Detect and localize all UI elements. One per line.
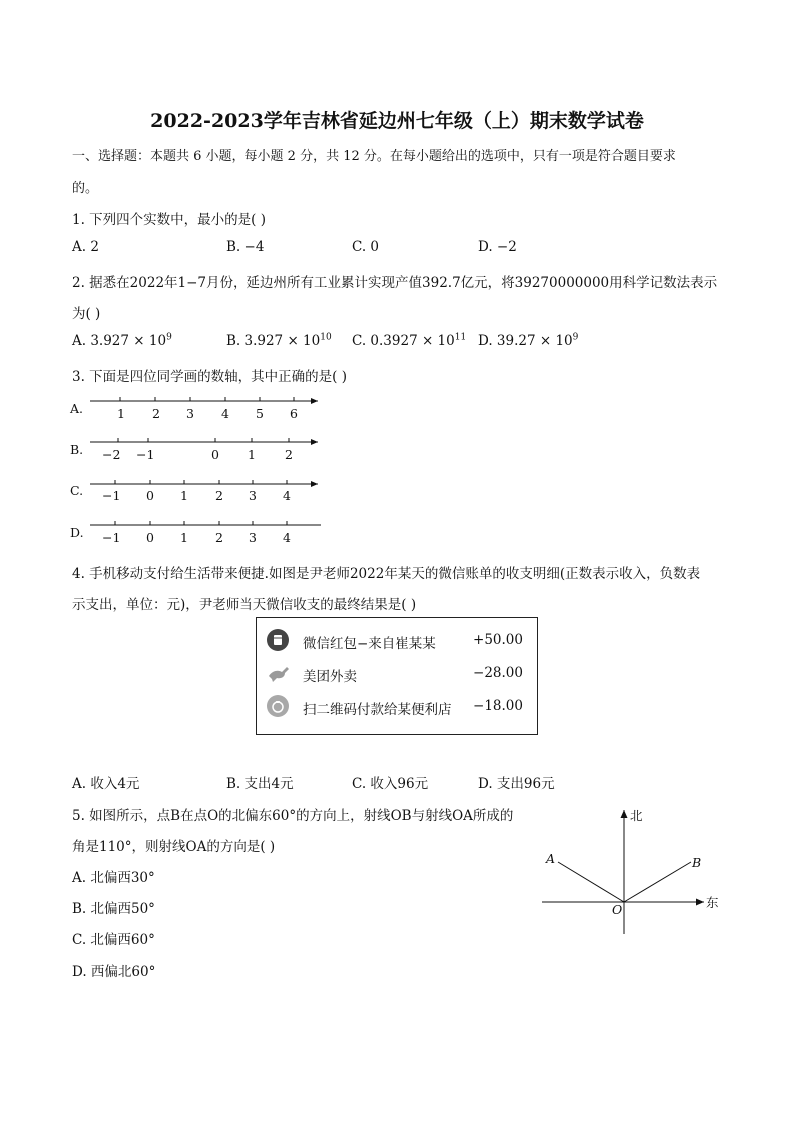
number-line-b-label[interactable]: B.	[70, 442, 84, 457]
q4-option-c[interactable]: C. 收入96元	[352, 776, 429, 792]
number-line-c-label[interactable]: C.	[70, 483, 84, 498]
point-b-label: B	[692, 855, 702, 870]
q1-option-d[interactable]: D. −2	[478, 239, 517, 255]
number-line-d-tick-label: 0	[146, 530, 154, 545]
delivery-kangaroo-icon	[267, 662, 289, 684]
bill-row-amount: −28.00	[473, 665, 523, 681]
q1-option-b[interactable]: B. −4	[226, 239, 265, 255]
number-line-a-tick-label: 2	[152, 406, 160, 421]
question-4-stem-line2: 示支出，单位：元)，尹老师当天微信收支的最终结果是( )	[72, 597, 417, 613]
number-line-d-tick-label: −1	[102, 530, 121, 545]
number-line-a-tick-label: 5	[256, 406, 264, 421]
q2-option-c[interactable]: C. $0.3927 \times 10^{11}$	[352, 332, 467, 349]
number-line-c-tick-label: 4	[283, 488, 291, 503]
point-o-label: O	[612, 902, 623, 917]
q2-option-d[interactable]: D. $39.27 \times 10^9$	[478, 332, 579, 349]
number-line-a-label[interactable]: A.	[70, 401, 84, 416]
number-line-a-tick-label: 4	[221, 406, 229, 421]
q2-option-b[interactable]: B. $3.927 \times 10^{10}$	[226, 332, 332, 349]
north-label: 北	[630, 808, 643, 823]
point-a-label: A	[546, 851, 556, 866]
number-line-b-tick-label: 1	[248, 447, 256, 462]
question-2-stem-line1: 2. 据悉在2022年1−7月份，延边州所有工业累计实现产值392.7亿元，将39270000000用科学记数法表示	[72, 275, 718, 291]
bill-row	[267, 695, 523, 721]
bill-row	[267, 662, 523, 688]
number-line-d-tick-label: 2	[215, 530, 223, 545]
number-line-c-tick-label: 0	[146, 488, 154, 503]
number-line-c-ticks	[115, 480, 287, 484]
q5-option-d[interactable]: D. 西偏北60°	[72, 964, 156, 980]
question-3-stem: 3. 下面是四位同学画的数轴，其中正确的是( )	[72, 369, 347, 385]
number-line-a-ticks	[120, 397, 294, 401]
section-instructions-line1: 一、选择题：本题共 6 小题，每小题 2 分，共 12 分。在每小题给出的选项中，只有一项是符合题目要求	[72, 149, 676, 164]
q1-option-a[interactable]: A. 2	[72, 239, 99, 255]
question-2-stem-line2: 为( )	[72, 306, 101, 322]
number-line-c-tick-label: 1	[180, 488, 188, 503]
ray-ob	[624, 862, 691, 902]
q5-option-a[interactable]: A. 北偏西30°	[72, 870, 155, 886]
red-envelope-icon	[267, 629, 289, 651]
number-line-c-tick-label: −1	[102, 488, 121, 503]
q4-option-d[interactable]: D. 支出96元	[478, 776, 555, 792]
number-line-b-tick-label: −2	[102, 447, 121, 462]
bill-row-amount: −18.00	[473, 698, 523, 714]
number-line-c-tick-label: 2	[215, 488, 223, 503]
bill-row-amount: +50.00	[473, 632, 523, 648]
number-line-d-tick-label: 4	[283, 530, 291, 545]
q4-option-b[interactable]: B. 支出4元	[226, 776, 294, 792]
number-line-b-tick-label: 0	[211, 447, 219, 462]
number-line-a-tick-label: 1	[117, 406, 125, 421]
ray-oa	[558, 862, 624, 902]
bill-row-label: 微信红包−来自崔某某	[303, 636, 436, 652]
money-bag-icon	[267, 695, 289, 717]
number-line-a-tick-label: 6	[290, 406, 298, 421]
bill-row-label: 扫二维码付款给某便利店	[303, 702, 452, 718]
number-line-d-label[interactable]: D.	[70, 525, 84, 540]
page-title: 2022-2023学年吉林省延边州七年级（上）期末数学试卷	[150, 110, 644, 132]
number-line-d-tick-label: 1	[180, 530, 188, 545]
question-5-stem-line1: 5. 如图所示，点B在点O的北偏东60°的方向上，射线OB与射线OA所成的	[72, 808, 514, 824]
number-line-b-tick-label: −1	[136, 447, 155, 462]
direction-figure	[536, 800, 726, 940]
q1-option-c[interactable]: C. 0	[352, 239, 380, 255]
question-5-stem-line2: 角是110°，则射线OA的方向是( )	[72, 839, 276, 855]
number-line-b-tick-label: 2	[285, 447, 293, 462]
wechat-bill-figure	[256, 617, 538, 735]
number-line-d-tick-label: 3	[249, 530, 257, 545]
question-4-stem-line1: 4. 手机移动支付给生活带来便捷.如图是尹老师2022年某天的微信账单的收支明细(正数表示收入，负数表	[72, 566, 701, 582]
q2-option-a[interactable]: A. $3.927 \times 10^9$	[72, 332, 172, 349]
question-1-stem: 1. 下列四个实数中，最小的是( )	[72, 212, 266, 228]
q5-option-b[interactable]: B. 北偏西50°	[72, 901, 155, 917]
bill-row	[267, 629, 523, 655]
number-line-d-ticks	[115, 521, 287, 525]
number-line-a-tick-label: 3	[186, 406, 194, 421]
number-line-c-tick-label: 3	[249, 488, 257, 503]
q5-option-c[interactable]: C. 北偏西60°	[72, 932, 155, 948]
east-label: 东	[706, 895, 719, 910]
number-line-b-ticks	[118, 438, 289, 442]
q4-option-a[interactable]: A. 收入4元	[72, 776, 140, 792]
section-instructions-line2: 的。	[72, 181, 99, 196]
number-lines-figure	[66, 392, 336, 548]
bill-row-label: 美团外卖	[303, 669, 357, 685]
